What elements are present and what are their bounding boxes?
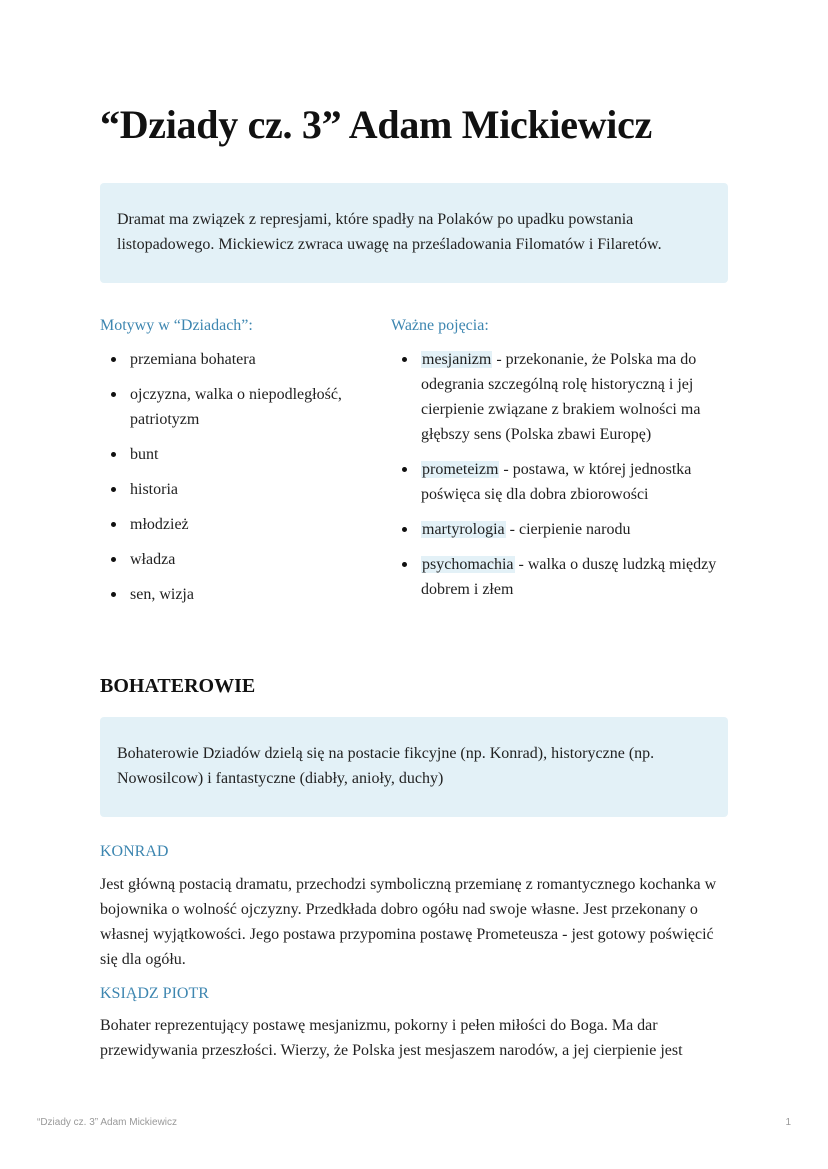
list-item [391,457,728,507]
concept-term: prometeizm [422,461,499,478]
konrad-heading: KONRAD [100,843,169,860]
list-item [391,347,728,447]
intro-callout: Dramat ma związek z represjami, które spadły na Polaków po upadku powstania listopadowego. Mickiewicz zwraca uwagę na prześladowania Filomatów i Filaretów. [100,183,728,283]
list-item: władza [100,547,360,572]
heroes-callout: Bohaterowie Dziadów dzielą się na postacie fikcyjne (np. Konrad), historyczne (np. Nowosilcow) i fantastyczne (diabły, anioły, duchy) [100,717,728,817]
motifs-heading: Motywy w “Dziadach”: [100,317,253,334]
concept-term: mesjanizm [422,351,492,368]
list-item: bunt [100,442,360,467]
footer-title: “Dziady cz. 3” Adam Mickiewicz [37,1117,178,1128]
concept-definition: - postawa, w której jednostka poświęca się dla dobra zbiorowości [421,461,692,503]
concept-term: martyrologia [422,521,505,538]
list-item: przemiana bohatera [100,347,360,372]
piotr-paragraph: Bohater reprezentujący postawę mesjanizmu, pokorny i pełen miłości do Boga. Ma dar przewidywania przeszłości. Wierzy, że Polska jest mesjaszem narodów, a jej cierpienie jest [100,1017,683,1059]
list-item [391,552,728,602]
list-item [391,517,728,542]
concepts-heading: Ważne pojęcia: [391,317,489,334]
konrad-paragraph: Jest główną postacią dramatu, przechodzi symboliczną przemianę z romantycznego kochanka w bojownika o wolność ojczyzny. Przedkłada dobro ogółu nad swoje własne. Jest przekonany o własnej wyjątkowości. Jego postawa przypomina postawę Prometeusza - jest gotowy poświęcić się dla ogółu. [100,876,717,968]
concept-definition: - walka o duszę ludzką między dobrem i złem [421,556,717,598]
heroes-heading: BOHATEROWIE [100,675,256,697]
concept-definition: - przekonanie, że Polska ma do odegrania szczególną rolę historyczną i jej cierpienie związane z brakiem wolności ma głębszy sens (Polska zbawi Europę) [421,351,701,443]
page-number: 1 [785,1117,791,1128]
concept-term: psychomachia [422,556,514,573]
list-item: młodzież [100,512,360,537]
list-item: sen, wizja [100,582,360,607]
motifs-list [100,347,360,617]
piotr-heading: KSIĄDZ PIOTR [100,985,209,1002]
concepts-list [391,347,728,612]
concept-definition: - cierpienie narodu [505,521,631,538]
list-item: historia [100,477,360,502]
list-item: ojczyzna, walka o niepodległość, patriotyzm [100,382,360,432]
page-title: “Dziady cz. 3” Adam Mickiewicz [100,102,652,147]
